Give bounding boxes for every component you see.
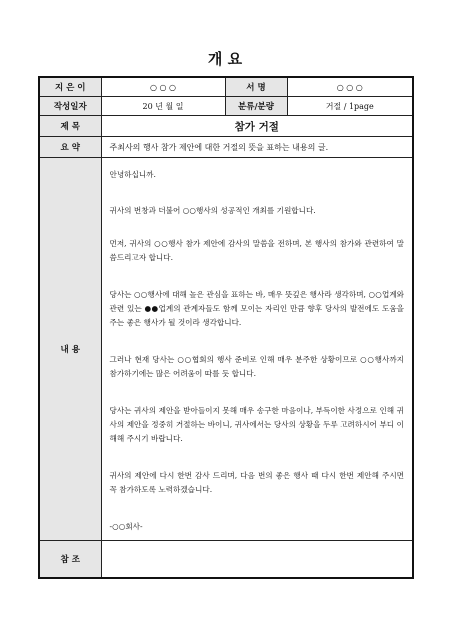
document-title: 개 요 xyxy=(207,50,243,68)
content-paragraph: 안녕하십니까. xyxy=(109,170,156,179)
category-value: 거절 / 1page xyxy=(287,97,413,116)
subject-label: 제 목 xyxy=(39,116,101,137)
signature-label: 서 명 xyxy=(225,77,287,97)
date-value: 20 년 월 일 xyxy=(101,97,225,116)
content-paragraph: 귀사의 번창과 더불어 ○○행사의 성공적인 개최를 기원합니다. xyxy=(109,206,316,216)
content-label: 내 용 xyxy=(39,158,101,541)
date-label: 작성일자 xyxy=(39,97,101,116)
reference-label: 참 조 xyxy=(39,541,101,579)
summary-value: 주최사의 행사 참가 제안에 대한 거절의 뜻을 표하는 내용의 글. xyxy=(101,137,413,158)
signature-value: ○ ○ ○ xyxy=(287,77,413,97)
content-paragraph: 귀사의 제안에 다시 한번 감사 드리며, 다음 번의 좋은 행사 때 다시 한번 제안해 주시면 꼭 참가하도록 노력하겠습니다. xyxy=(109,470,404,495)
content-paragraph: 당사는 ○○행사에 대해 높은 관심을 표하는 바, 매우 뜻깊은 행사라 생각하며, ○○업계와 관련 있는 ●●업계의 관계자들도 함께 모이는 자리인 만큼 향후 당사의 발전에도 도움을 주는 좋은 행사가 될 것이라 생각합니다. xyxy=(109,289,404,328)
summary-form xyxy=(38,76,414,579)
content-paragraph: 먼저, 귀사의 ○○행사 참가 제안에 감사의 말씀을 전하며, 본 행사의 참가와 관련하여 말씀드리고자 합니다. xyxy=(109,238,404,263)
summary-label: 요 약 xyxy=(39,137,101,158)
category-label: 분류/분량 xyxy=(225,97,287,116)
subject-value: 참가 거절 xyxy=(101,116,413,137)
content-signoff: -○○회사- xyxy=(109,521,143,531)
author-label: 지 은 이 xyxy=(39,77,101,97)
content-paragraph: 당사는 귀사의 제안을 받아들이지 못해 매우 송구한 마음이나, 부득이한 사정으로 인해 귀사의 제안을 정중히 거절하는 바이니, 귀사에서는 당사의 상황을 두루 고려하시어 부디 이해해 주시기 바랍니다. xyxy=(109,405,404,444)
author-value: ○ ○ ○ xyxy=(101,77,225,97)
content-paragraph: 그러나 현재 당사는 ○○협회의 행사 준비로 인해 매우 분주한 상황이므로 ○○행사까지 참가하기에는 많은 어려움이 따를 듯 합니다. xyxy=(109,354,404,379)
content-body xyxy=(101,158,413,541)
reference-value xyxy=(101,541,413,579)
